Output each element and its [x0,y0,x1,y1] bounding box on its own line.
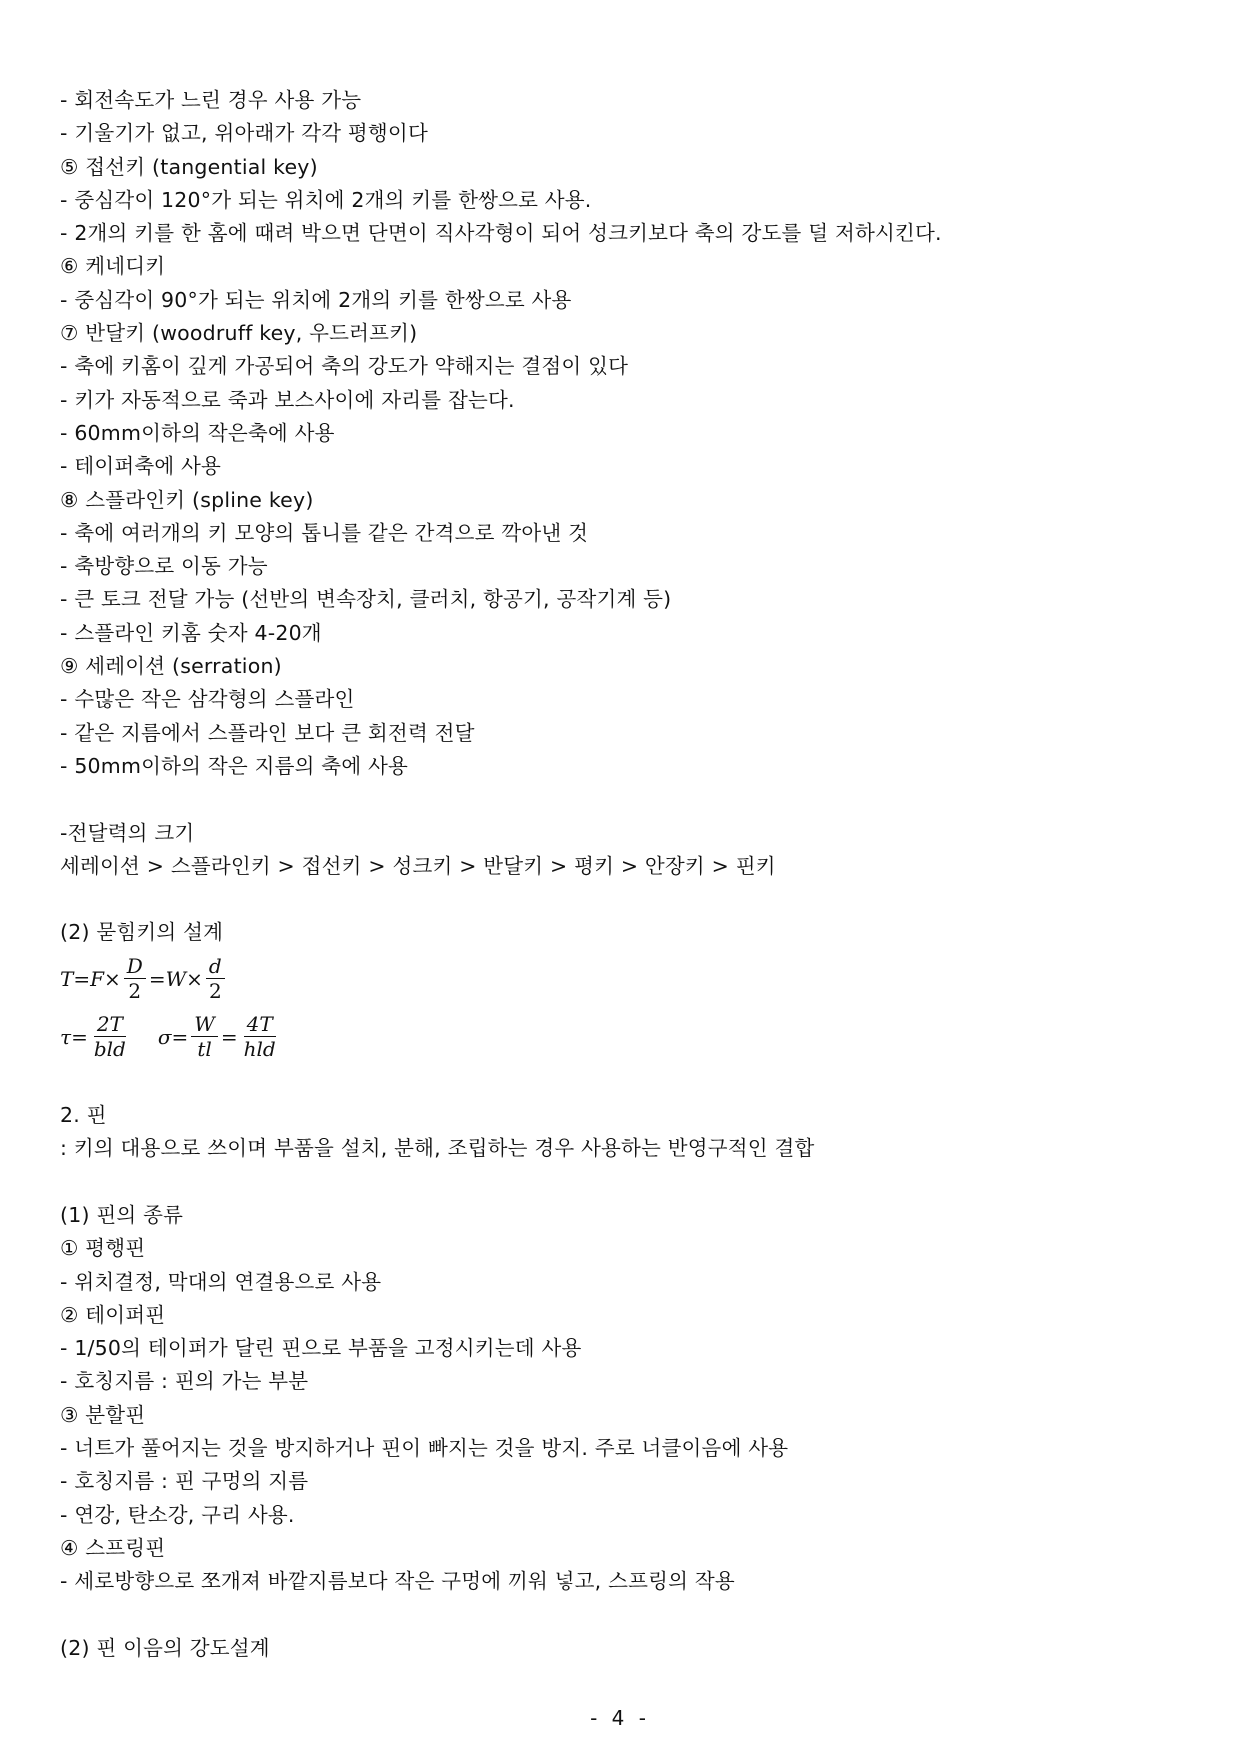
fraction-denominator: 2 [128,979,142,1004]
list-heading: ⑥ 케네디키 [60,254,166,279]
fraction-numerator: 2T [94,1012,126,1037]
formula-fraction [124,954,146,1003]
formula-operator: × [186,966,203,991]
page-number: - 4 - [590,1706,650,1730]
list-heading: ③ 분할핀 [60,1402,146,1427]
formula-fraction [206,954,225,1003]
formula-operator: = [73,966,91,991]
spacer [60,783,1180,816]
list-heading: ⑨ 세레이션 (serration) [60,654,282,679]
list-heading: ⑦ 반달키 (woodruff key, 우드러프키) [60,321,418,346]
text-line: - 중심각이 90°가 되는 위치에 2개의 키를 한쌍으로 사용 [60,287,572,312]
key-types-list [60,84,1180,783]
list-heading: ⑧ 스플라인키 (spline key) [60,487,314,512]
list-heading: ④ 스프링핀 [60,1535,166,1560]
text-line: - 위치결정, 막대의 연결용으로 사용 [60,1269,382,1294]
text-line: - 60mm이하의 작은축에 사용 [60,420,335,445]
formula-operator: = [220,1024,238,1049]
text-line: - 중심각이 120°가 되는 위치에 2개의 키를 한쌍으로 사용. [60,187,592,212]
text-line: - 1/50의 테이퍼가 달린 핀으로 부품을 고정시키는데 사용 [60,1336,582,1361]
fraction-denominator: hld [243,1037,276,1062]
list-heading: ② 테이퍼핀 [60,1302,166,1327]
text-line: - 같은 지름에서 스플라인 보다 큰 회전력 전달 [60,720,475,745]
text-line: - 수많은 작은 삼각형의 스플라인 [60,687,355,712]
fraction-numerator: D [124,954,146,979]
formula-symbol: F [90,966,104,991]
text-line: - 호칭지름 : 핀의 가는 부분 [60,1369,309,1394]
text-line: - 너트가 풀어지는 것을 방지하거나 핀이 빠지는 것을 방지. 주로 너클이음에 사용 [60,1435,789,1460]
formula-operator: = [171,1024,189,1049]
formula-symbol: σ [157,1024,172,1049]
fraction-numerator: d [206,954,225,979]
formula-stress [60,1008,1180,1066]
fraction-numerator: W [191,1012,218,1037]
spacer [60,1598,1180,1631]
spacer [60,883,1180,916]
formula-symbol: T [60,966,74,991]
design-heading: (2) 묻힘키의 설계 [60,920,224,945]
spacer [60,1066,1180,1099]
formula-torque [60,950,1180,1008]
text-line: - 50mm이하의 작은 지름의 축에 사용 [60,753,409,778]
force-order: 세레이션 > 스플라인키 > 접선키 > 성크키 > 반달키 > 평키 > 안장키 > 핀키 [60,853,776,878]
text-line: - 스플라인 키홈 숫자 4-20개 [60,620,322,645]
text-line: - 큰 토크 전달 가능 (선반의 변속장치, 클러치, 항공기, 공작기계 등) [60,587,672,612]
force-heading: -전달력의 크기 [60,820,195,845]
fraction-numerator: 4T [244,1012,276,1037]
text-line: - 연강, 탄소강, 구리 사용. [60,1502,295,1527]
formula-fraction [241,1012,279,1061]
text-line: - 회전속도가 느린 경우 사용 가능 [60,88,362,112]
section-description: : 키의 대용으로 쓰이며 부품을 설치, 분해, 조립하는 경우 사용하는 반영구적인 결합 [60,1136,815,1161]
list-heading: ⑤ 접선키 (tangential key) [60,154,318,179]
section-title: 2. 핀 [60,1103,107,1128]
subsection-heading: (1) 핀의 종류 [60,1202,184,1227]
text-line: - 축에 키홈이 깊게 가공되어 축의 강도가 약해지는 결점이 있다 [60,354,629,379]
text-line: - 축에 여러개의 키 모양의 톱니를 같은 간격으로 깍아낸 것 [60,520,589,545]
fraction-denominator: 2 [208,979,222,1004]
document-page [60,84,1180,1665]
formula-fraction [191,1012,218,1061]
pin-types-list [60,1199,1180,1599]
fraction-denominator: tl [197,1037,212,1062]
text-line: - 호칭지름 : 핀 구멍의 지름 [60,1469,309,1494]
formula-fraction [91,1012,129,1061]
text-line: - 세로방향으로 쪼개져 바깥지름보다 작은 구멍에 끼워 넣고, 스프링의 작용 [60,1569,735,1594]
text-line: - 2개의 키를 한 홈에 때려 박으면 단면이 직사각형이 되어 성크키보다 축의 강도를 덜 저하시킨다. [60,221,942,246]
formula-operator: = [148,966,166,991]
text-line: - 축방향으로 이동 가능 [60,554,268,579]
formula-operator: = [71,1024,88,1049]
subsection-heading: (2) 핀 이음의 강도설계 [60,1635,270,1660]
fraction-denominator: bld [93,1037,126,1062]
formula-symbol: W [165,966,187,991]
text-line: - 키가 자동적으로 죽과 보스사이에 자리를 잡는다. [60,387,515,412]
text-line: - 테이퍼축에 사용 [60,454,222,479]
list-heading: ① 평행핀 [60,1236,146,1261]
text-line: - 기울기가 없고, 위아래가 각각 평행이다 [60,121,428,146]
formula-operator: × [104,966,121,991]
spacer [60,1166,1180,1199]
formula-symbol: τ [60,1024,72,1049]
